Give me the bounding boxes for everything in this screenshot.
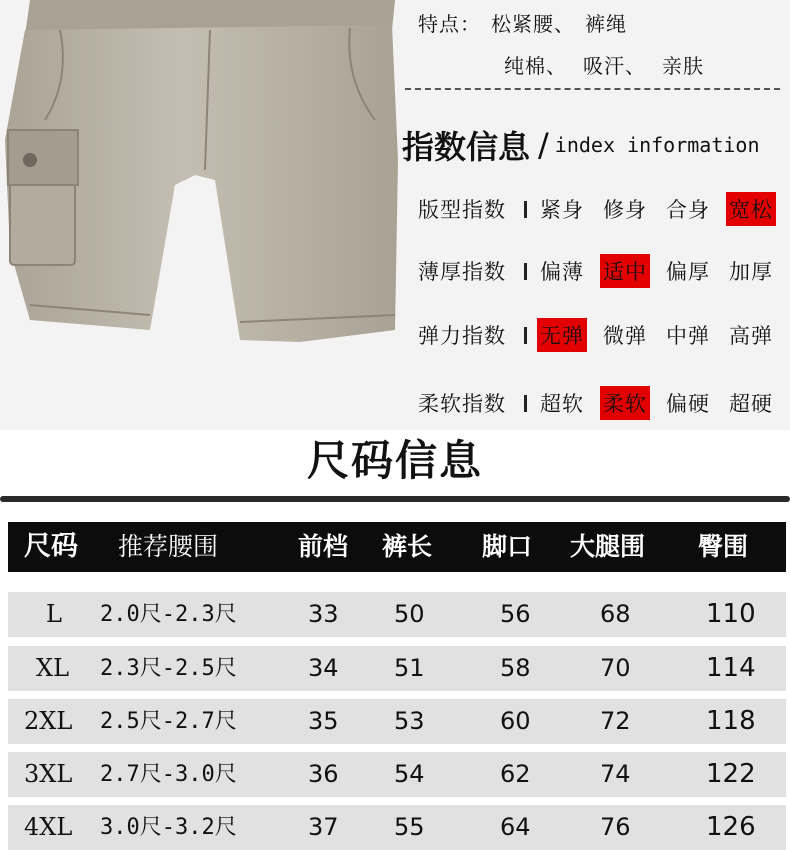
cell-size: 2XL — [24, 707, 73, 735]
features-label: 特点： — [418, 12, 481, 36]
header-size: 尺码 — [24, 531, 78, 562]
index-row-softness — [418, 386, 789, 420]
index-row-thickness — [418, 254, 789, 288]
cell-leg-opening: 56 — [500, 600, 531, 628]
index-row-label: 弹力指数 — [418, 324, 506, 348]
header-thigh: 大腿围 — [570, 532, 646, 561]
cell-thigh: 76 — [600, 813, 631, 841]
table-row — [8, 752, 786, 797]
slash-divider: / — [538, 126, 549, 164]
index-option: 修身 — [603, 198, 647, 222]
cell-front-rise: 36 — [308, 760, 339, 788]
separator-bar — [524, 395, 527, 412]
index-option-selected: 柔软 — [600, 386, 650, 420]
table-row — [8, 805, 786, 850]
index-info-heading — [402, 122, 760, 168]
feature-item: 纯棉、 — [504, 54, 567, 78]
cell-hip: 122 — [706, 759, 756, 789]
cell-waist: 2.3尺-2.5尺 — [100, 656, 237, 681]
index-option-selected: 无弹 — [537, 318, 587, 352]
cell-leg-opening: 60 — [500, 707, 531, 735]
header-leg-opening: 脚口 — [482, 532, 533, 561]
cell-waist: 2.0尺-2.3尺 — [100, 602, 237, 627]
header-length: 裤长 — [382, 532, 433, 561]
index-row-label: 薄厚指数 — [418, 260, 506, 284]
separator-bar — [524, 201, 527, 218]
cell-length: 55 — [394, 813, 425, 841]
index-option: 加厚 — [729, 260, 773, 284]
size-info-title: 尺码信息 — [306, 436, 483, 485]
cell-front-rise: 34 — [308, 654, 339, 682]
shorts-product-photo — [0, 0, 400, 430]
index-option: 超软 — [540, 392, 584, 416]
cell-length: 54 — [394, 760, 425, 788]
index-option: 偏厚 — [666, 260, 710, 284]
cell-hip: 126 — [706, 812, 756, 842]
size-table-header — [8, 522, 786, 572]
cell-length: 50 — [394, 600, 425, 628]
index-info-subtitle: index information — [554, 133, 760, 157]
index-row-label: 柔软指数 — [418, 392, 506, 416]
index-row-fit — [418, 192, 789, 226]
cell-waist: 3.0尺-3.2尺 — [100, 815, 237, 840]
cell-size: 3XL — [24, 760, 73, 788]
cell-waist: 2.5尺-2.7尺 — [100, 709, 237, 734]
cell-thigh: 70 — [600, 654, 631, 682]
cell-leg-opening: 62 — [500, 760, 531, 788]
cell-size: 4XL — [24, 813, 73, 841]
section-rule — [0, 496, 790, 502]
index-row-elasticity — [418, 318, 789, 352]
feature-item: 亲肤 — [662, 54, 704, 78]
feature-item: 松紧腰、 — [491, 12, 575, 36]
cell-thigh: 68 — [600, 600, 631, 628]
index-option: 偏薄 — [540, 260, 584, 284]
index-option: 偏硬 — [666, 392, 710, 416]
index-option: 合身 — [666, 198, 710, 222]
cell-thigh: 74 — [600, 760, 631, 788]
table-row — [8, 699, 786, 744]
cell-hip: 110 — [706, 599, 756, 629]
cell-front-rise: 35 — [308, 707, 339, 735]
separator-bar — [524, 327, 527, 344]
cell-front-rise: 33 — [308, 600, 339, 628]
cell-hip: 118 — [706, 706, 756, 736]
cell-leg-opening: 64 — [500, 813, 531, 841]
header-front-rise: 前档 — [298, 532, 349, 561]
cell-thigh: 72 — [600, 707, 631, 735]
table-row — [8, 592, 786, 637]
dashed-divider — [405, 88, 780, 90]
index-option: 紧身 — [540, 198, 584, 222]
features — [418, 10, 704, 80]
cell-length: 53 — [394, 707, 425, 735]
feature-item: 吸汗、 — [583, 54, 646, 78]
cell-front-rise: 37 — [308, 813, 339, 841]
cell-leg-opening: 58 — [500, 654, 531, 682]
header-hip: 臀围 — [698, 532, 749, 561]
index-option: 超硬 — [729, 392, 773, 416]
table-row — [8, 646, 786, 691]
index-info-title: 指数信息 — [402, 128, 531, 166]
cell-size: L — [46, 600, 62, 628]
header-waist: 推荐腰围 — [118, 532, 219, 561]
cell-length: 51 — [394, 654, 425, 682]
index-option: 微弹 — [603, 324, 647, 348]
index-option: 高弹 — [729, 324, 773, 348]
index-option-selected: 适中 — [600, 254, 650, 288]
index-option: 中弹 — [666, 324, 710, 348]
cell-waist: 2.7尺-3.0尺 — [100, 762, 237, 787]
separator-bar — [524, 263, 527, 280]
feature-item: 裤绳 — [585, 12, 627, 36]
index-option-selected: 宽松 — [726, 192, 776, 226]
cell-hip: 114 — [706, 653, 756, 683]
index-row-label: 版型指数 — [418, 198, 506, 222]
cell-size: XL — [36, 654, 70, 682]
